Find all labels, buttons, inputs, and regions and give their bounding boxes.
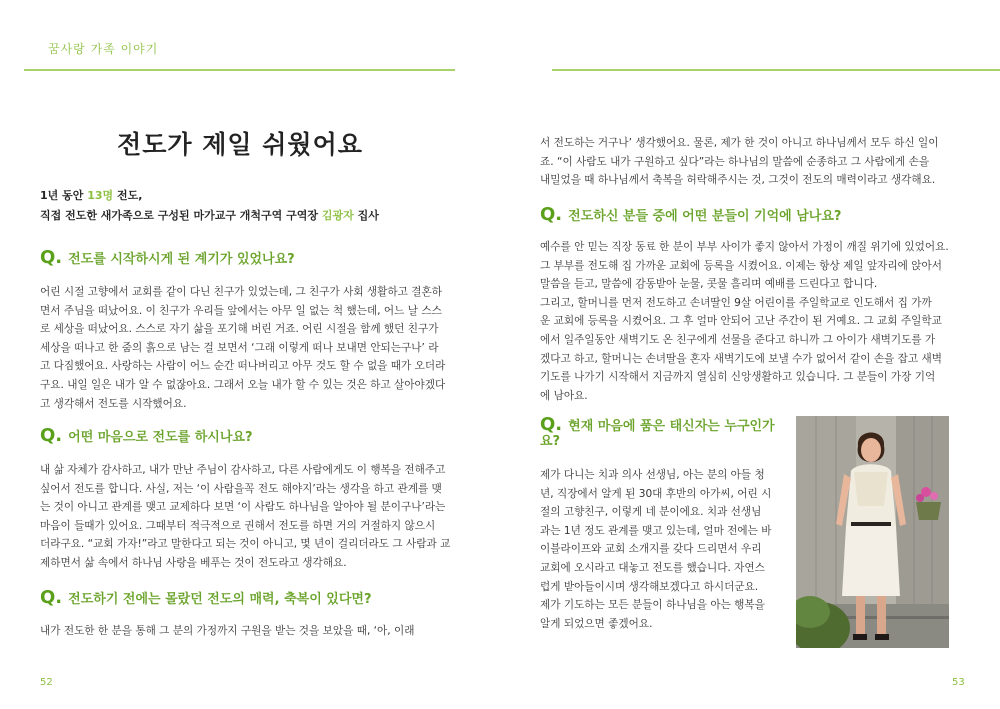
question-4-text: 전도하신 분들 중에 어떤 분들이 기억에 남나요? [568,209,842,224]
answer-1: 어린 시절 고향에서 교회를 같이 다닌 친구가 있었는데, 그 친구가 사회 생활하고 결혼하 면서 주님을 떠났어요. 이 친구가 우리들 앞에서는 아무 일 없는 척 했는데, 어느 날 스스 로 세상을 떠났어요. 스스로 자기 삶을 포기해 버린 거죠. 어린 시절을 함께 했던 친구가 세상을 떠나고 한 줌의 흙으로 남는 걸 보면서 ‘그래 이렇게 떠나 보내면 안되는구나’ 라 고 다짐했어요. 사랑하는 사람이 어느 순간 떠나버리고 아무 것도 할 수 없을 때가 오더라 구요. 내일 일은 내가 알 수 없잖아요. 그래서 오늘 내가 할 수 있는 것은 하고 살아야겠다 고 생각해서 전도를 시작했어요. [40,286,446,410]
page-number-left: 52 [40,677,53,688]
q-mark: Q. [40,247,63,268]
question-2-text: 어떤 마음으로 전도를 하시나요? [68,430,253,445]
question-1-text: 전도를 시작하시게 된 계기가 있었나요? [68,252,295,267]
q-mark: Q. [40,425,63,446]
question-2-heading [40,425,253,446]
question-5-heading [540,414,780,449]
q-mark: Q. [540,204,563,225]
answer-4: 예수를 안 믿는 직장 동료 한 분이 부부 사이가 좋지 않아서 가정이 깨질 위기에 있었어요. 그 부부를 전도해 집 가까운 교회에 등록을 시켰어요. 이제는 항상 제일 앞자리에 앉아서 말씀을 듣고, 말씀에 감동받아 눈물, 콧물 흘리며 예배를 드린다고 합니다. 그리고, 할머니를 먼저 전도하고 손녀딸인 9살 어린이를 주일학교로 인도해서 집 가까 운 교회에 등록을 시켰어요. 그 후 얼마 안되어 고난 주간이 된 거예요. 그 교회 주일학교 에서 일주일동안 새벽기도 온 친구에게 선물을 준다고 하니까 그 아이가 새벽기도를 가 겠다고 하고, 할머니는 손녀딸을 혼자 새벽기도에 보낼 수가 없어서 같이 손을 잡고 새벽 기도를 나가기 시작해서 지금까지 열심히 신앙생활하고 있습니다. 그 분들이 가장 기억 에 남아요. [540,241,949,402]
question-1-heading [40,247,295,268]
question-4-heading [540,204,842,225]
portrait-illustration [796,416,949,648]
interviewee-photo [796,416,949,648]
article-intro [40,186,379,226]
answer-3-part-1: 내가 전도한 한 분을 통해 그 분의 가정까지 구원을 받는 것을 보았을 때, ‘아, 이래 [40,625,415,637]
intro-line-1: 1년 동안 13명 전도, [40,189,143,202]
magazine-section-label: 꿈사랑 가족 이야기 [48,42,159,56]
page-number-right: 53 [952,677,965,688]
q-mark: Q. [540,414,563,435]
question-5-text: 현재 마음에 품은 태신자는 누구인가 [568,419,775,434]
answer-5: 제가 다니는 치과 의사 선생님, 아는 분의 아들 청 년, 직장에서 알게 된 30대 후반의 아가씨, 어린 시 절의 고향친구, 이렇게 네 분이에요. 치과 선생님 과는 1년 정도 관계를 맺고 있는데, 얼마 전에는 바 이블라이프와 교회 소개지를 갖다 드리면서 우리 교회에 오시라고 대놓고 전도를 했습니다. 자연스 럽게 받아들이시며 생각해보겠다고 하시더군요. 제가 기도하는 모든 분들이 하나님을 아는 행복을 알게 되었으면 좋겠어요. [540,469,772,630]
answer-3-part-2: 서 전도하는 거구나’ 생각했어요. 물론, 제가 한 것이 아니고 하나님께서 모두 하신 일이 죠. “이 사람도 내가 구원하고 싶다”라는 하나님의 말씀에 순종하고 그 사람에게 손을 내밀었을 때 하나님께서 축복을 허락해주시는 것, 그것이 전도의 매력이라고 생각해요. [540,137,939,187]
article-title: 전도가 제일 쉬웠어요 [117,130,363,159]
q-mark: Q. [40,587,63,608]
header-rule-left [24,69,455,71]
question-3-heading [40,587,372,608]
question-3-text: 전도하기 전에는 몰랐던 전도의 매력, 축복이 있다면? [68,592,372,607]
answer-2: 내 삶 자체가 감사하고, 내가 만난 주님이 감사하고, 다른 사람에게도 이 행복을 전해주고 싶어서 전도를 합니다. 사실, 저는 ‘이 사람을꼭 전도 해야지’라는 생각을 하고 관계를 맺 는 것이 아니고 관계를 맺고 교제하다 보면 ‘이 사람도 하나님을 알아야 될 분이구나’라는 마음이 들때가 있어요. 그때부터 적극적으로 권해서 전도를 하면 거의 거절하지 않으시 더라구요. “교회 가자!”라고 말한다고 되는 것이 아니고, 몇 년이 걸리더라도 그 사람과 교 제하면서 삶 속에서 하나님 사랑을 베푸는 것이 전도라고 생각해요. [40,464,451,569]
intro-line-2: 직접 전도한 새가족으로 구성된 마가교구 개척구역 구역장 김광자 집사 [40,209,379,222]
question-5-text-cont: 요? [540,434,561,449]
header-rule-right [552,69,1000,71]
